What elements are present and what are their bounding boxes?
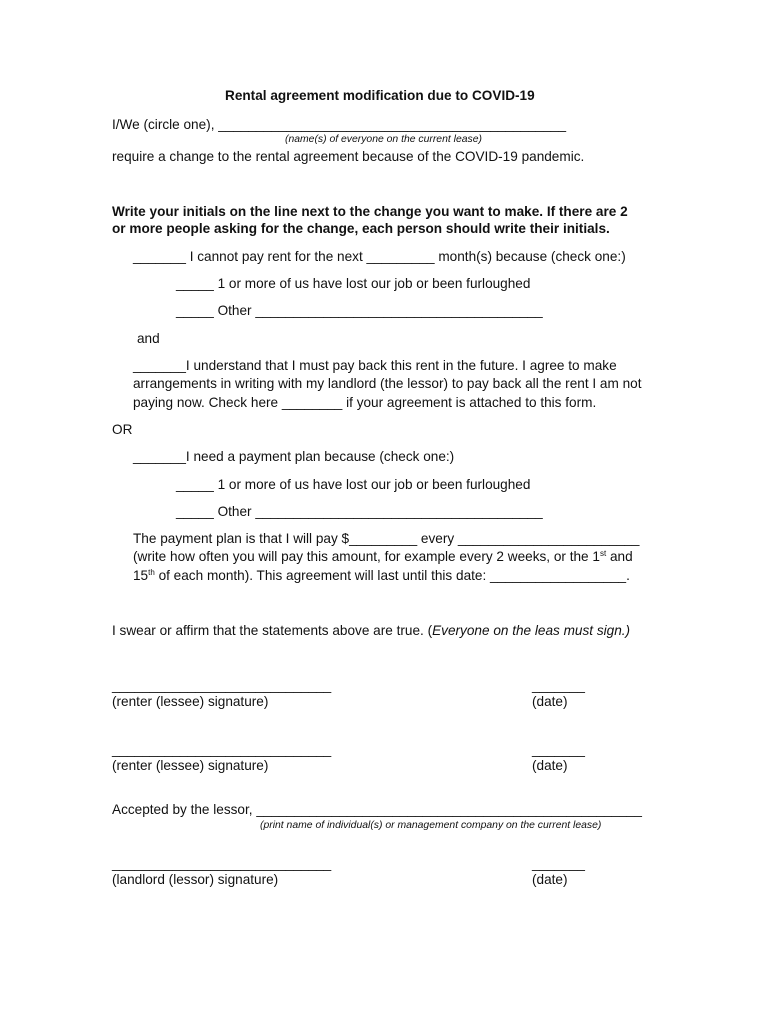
instructions-line-2: or more people asking for the change, each person should write their initials. bbox=[112, 221, 610, 236]
document-title: Rental agreement modification due to COVID-19 bbox=[225, 88, 535, 103]
renter-signature-label-2: (renter (lessee) signature) bbox=[112, 758, 269, 773]
date-line-3: _______ bbox=[532, 856, 585, 871]
require-change-text: require a change to the rental agreement because of the COVID-19 pandemic. bbox=[112, 149, 585, 164]
understand-line-1: _______I understand that I must pay back this rent in the future. I agree to make bbox=[133, 358, 617, 373]
cannot-pay-line: _______ I cannot pay rent for the next _________ month(s) because (check one:) bbox=[133, 249, 626, 264]
date-line-1: _______ bbox=[532, 678, 585, 693]
option2-lost-job: _____ 1 or more of us have lost our job or been furloughed bbox=[176, 477, 531, 492]
payment-plan-line: _______I need a payment plan because (check one:) bbox=[133, 449, 455, 464]
date-label-1: (date) bbox=[532, 694, 568, 709]
instructions-line-1: Write your initials on the line next to the change you want to make. If there are 2 bbox=[112, 204, 628, 219]
and-label: and bbox=[137, 331, 160, 346]
renter-signature-label-1: (renter (lessee) signature) bbox=[112, 694, 269, 709]
landlord-signature-label: (landlord (lessor) signature) bbox=[112, 872, 279, 887]
date-label-2: (date) bbox=[532, 758, 568, 773]
date-line-2: _______ bbox=[532, 742, 585, 757]
renter-signature-line-2: _____________________________ bbox=[112, 742, 332, 757]
lessor-name-caption: (print name of individual(s) or management company on the current lease) bbox=[260, 820, 602, 831]
understand-line-3: paying now. Check here ________ if your agreement is attached to this form. bbox=[133, 395, 597, 410]
plan-line-1: The payment plan is that I will pay $_________ every ________________________ bbox=[133, 531, 640, 546]
swear-italic: Everyone on the leas must sign.) bbox=[432, 623, 631, 638]
plan-line-3-sup: th bbox=[148, 568, 155, 577]
landlord-signature-line: _____________________________ bbox=[112, 856, 332, 871]
accepted-by-lessor-line: Accepted by the lessor, ___________________________________________________ bbox=[112, 802, 642, 817]
option1-lost-job: _____ 1 or more of us have lost our job or been furloughed bbox=[176, 276, 531, 291]
plan-line-2 bbox=[133, 548, 633, 565]
names-caption: (name(s) of everyone on the current lease) bbox=[285, 134, 482, 145]
plan-line-2-sup: st bbox=[599, 549, 607, 558]
plan-line-3-end: of each month). This agreement will last until this date: __________________. bbox=[154, 568, 630, 583]
date-label-3: (date) bbox=[532, 872, 568, 887]
understand-line-2: arrangements in writing with my landlord (the lessor) to pay back all the rent I am not bbox=[133, 376, 642, 391]
plan-line-2-end: and bbox=[606, 549, 633, 564]
iwe-line: I/We (circle one), ______________________________________________ bbox=[112, 117, 567, 132]
plan-line-2-text: (write how often you will pay this amount, for example every 2 weeks, or the 1 bbox=[133, 549, 600, 564]
swear-statement bbox=[112, 622, 630, 639]
option1-other: _____ Other ______________________________________ bbox=[176, 303, 543, 318]
plan-line-3 bbox=[133, 567, 630, 584]
plan-line-3-text: 15 bbox=[133, 568, 149, 583]
option2-other: _____ Other ______________________________________ bbox=[176, 504, 543, 519]
renter-signature-line-1: _____________________________ bbox=[112, 678, 332, 693]
swear-text: I swear or affirm that the statements above are true. ( bbox=[112, 623, 433, 638]
or-label: OR bbox=[112, 422, 133, 437]
